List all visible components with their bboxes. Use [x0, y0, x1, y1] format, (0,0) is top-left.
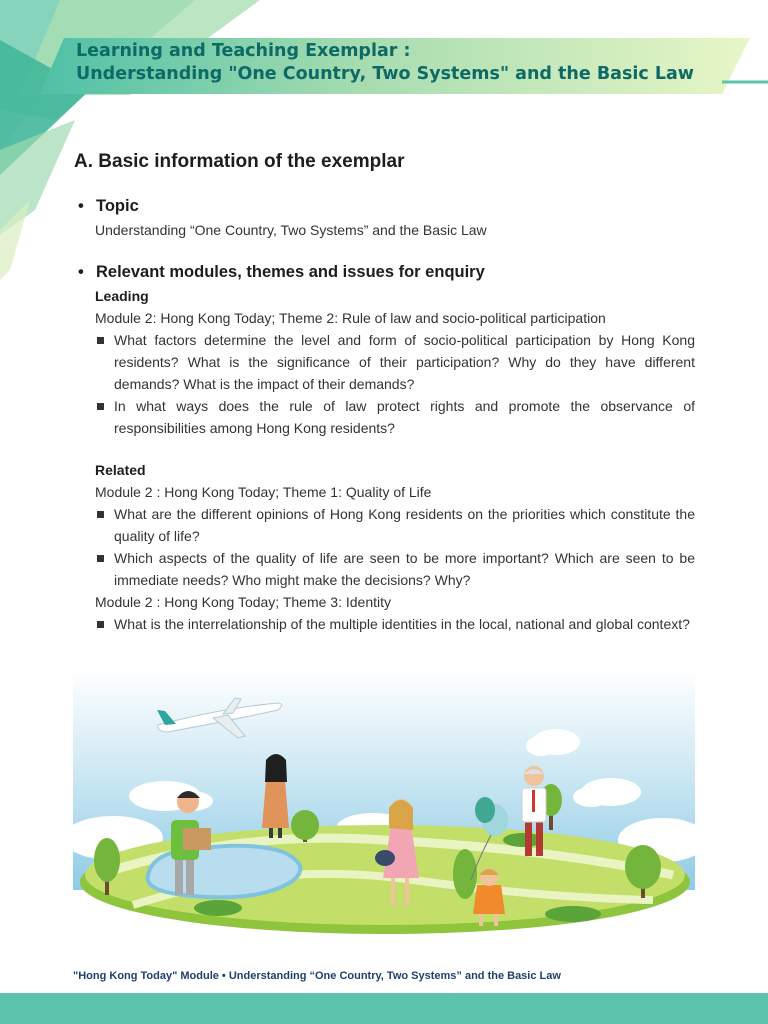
leading-label: Leading	[95, 288, 149, 304]
bullet-icon: •	[78, 263, 84, 281]
park-illustration	[73, 670, 695, 938]
question-text: What factors determine the level and form of socio-political participation by Hong Kong residents? What is the significance of their participation? Why do they have different demands? What is the impact of their demands?	[114, 332, 695, 392]
title-line-2: Understanding "One Country, Two Systems" and the Basic Law	[76, 64, 694, 84]
modules-heading-label: Relevant modules, themes and issues for enquiry	[96, 263, 485, 281]
related-module-1: Module 2 : Hong Kong Today; Theme 1: Quality of Life	[95, 484, 432, 500]
bullet-icon: •	[78, 197, 84, 215]
square-bullet-icon	[97, 511, 104, 518]
topic-description: Understanding “One Country, Two Systems” and the Basic Law	[95, 222, 487, 238]
square-bullet-icon	[97, 555, 104, 562]
topic-heading	[78, 197, 139, 216]
modules-heading	[78, 263, 485, 282]
section-title: A. Basic information of the exemplar	[74, 151, 405, 172]
question-text: In what ways does the rule of law protect rights and promote the observance of responsibilities among Hong Kong residents?	[114, 398, 695, 436]
woman-in-orange	[262, 754, 289, 838]
square-bullet-icon	[97, 403, 104, 410]
list-item	[95, 613, 695, 635]
modules-content	[95, 285, 695, 635]
question-text: What are the different opinions of Hong Kong residents on the priorities which constitute the quality of life?	[114, 506, 695, 544]
topic-text	[95, 219, 695, 241]
title-line-1: Learning and Teaching Exemplar :	[76, 41, 411, 61]
related-label: Related	[95, 462, 146, 478]
footer-caption: "Hong Kong Today" Module • Understanding “One Country, Two Systems” and the Basic Law	[73, 970, 561, 982]
question-text: Which aspects of the quality of life are seen to be more important? Which are seen to be immediate needs? Who might make the decisions? Why?	[114, 550, 695, 588]
question-text: What is the interrelationship of the multiple identities in the local, national and global context?	[114, 616, 690, 632]
document-title	[76, 40, 694, 86]
related-module-2: Module 2 : Hong Kong Today; Theme 3: Identity	[95, 594, 392, 610]
footer-bar	[0, 993, 768, 1024]
topic-heading-label: Topic	[96, 197, 139, 215]
list-item	[95, 329, 695, 395]
leading-module: Module 2: Hong Kong Today; Theme 2: Rule of law and socio-political participation	[95, 310, 606, 326]
square-bullet-icon	[97, 337, 104, 344]
square-bullet-icon	[97, 621, 104, 628]
list-item	[95, 395, 695, 439]
list-item	[95, 547, 695, 591]
list-item	[95, 503, 695, 547]
